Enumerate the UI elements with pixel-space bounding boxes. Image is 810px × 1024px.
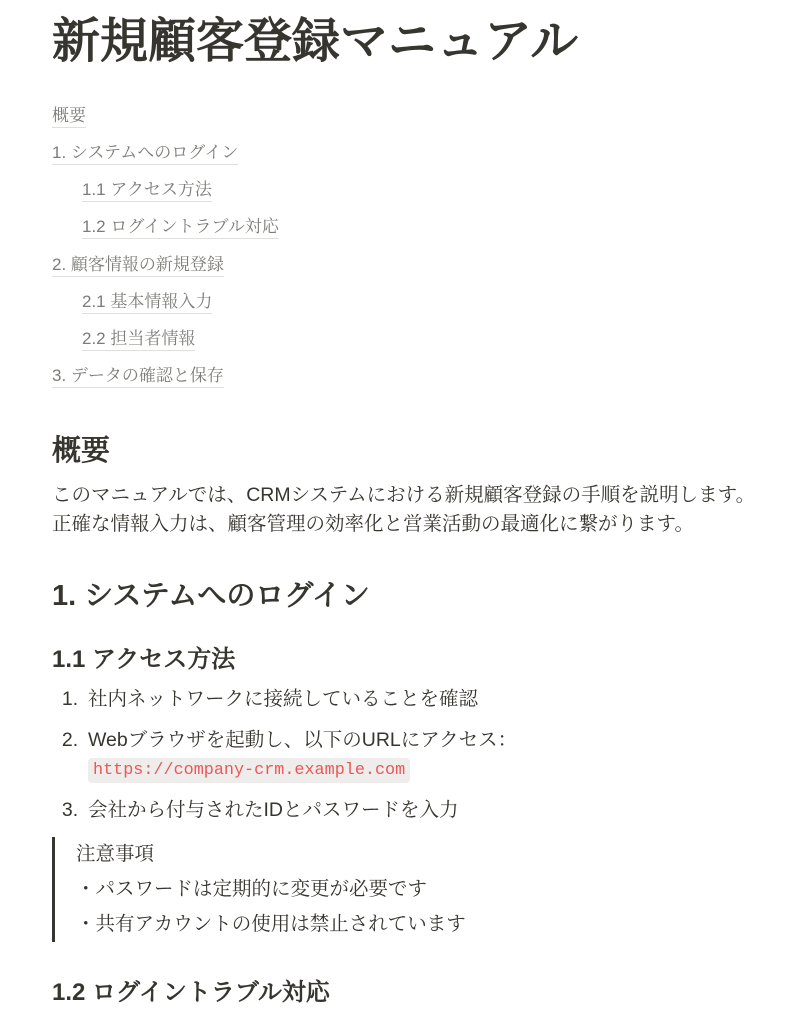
notice-line: ・共有アカウントの使用は禁止されています bbox=[76, 913, 466, 935]
notice-line: ・パスワードは定期的に変更が必要です bbox=[76, 878, 428, 900]
list-item-text: 社内ネットワークに接続していることを確認 bbox=[88, 688, 479, 710]
toc-link-basic-info-input[interactable]: 2.1 基本情報入力 bbox=[82, 291, 212, 314]
page-content bbox=[52, 13, 790, 1009]
toc-row bbox=[52, 284, 790, 321]
toc-row bbox=[52, 172, 790, 209]
code-line bbox=[88, 756, 790, 784]
toc-link-confirm-and-save[interactable]: 3. データの確認と保存 bbox=[52, 365, 224, 388]
toc-link-contact-person-info[interactable]: 2.2 担当者情報 bbox=[82, 328, 195, 351]
list-item-text: 会社から付与されたIDとパスワードを入力 bbox=[88, 799, 459, 821]
access-steps-list bbox=[52, 679, 790, 831]
list-item-number: 2. bbox=[61, 729, 79, 751]
toc-link-overview[interactable]: 概要 bbox=[52, 105, 86, 128]
list-item-body bbox=[88, 726, 790, 784]
list-item bbox=[52, 790, 790, 831]
overview-paragraph-line: 正確な情報入力は、顧客管理の効率化と営業活動の最適化に繋がります。 bbox=[52, 513, 694, 535]
login-troubleshooting-heading: 1.2 ログイントラブル対応 bbox=[52, 979, 330, 1006]
toc-row bbox=[52, 358, 790, 395]
table-of-contents bbox=[52, 98, 790, 395]
toc-link-system-login[interactable]: 1. システムへのログイン bbox=[52, 142, 238, 165]
notice-title: 注意事項 bbox=[76, 843, 155, 865]
list-item-body bbox=[88, 796, 790, 825]
toc-link-new-customer-registration[interactable]: 2. 顧客情報の新規登録 bbox=[52, 254, 224, 277]
notice-quote bbox=[52, 837, 790, 942]
list-item-text: Webブラウザを起動し、以下のURLにアクセス： bbox=[88, 729, 518, 751]
toc-row bbox=[52, 209, 790, 246]
list-item-number: 3. bbox=[61, 799, 79, 821]
crm-url-inline-code: https://company-crm.example.com bbox=[88, 758, 410, 783]
toc-link-access-method[interactable]: 1.1 アクセス方法 bbox=[82, 179, 212, 202]
list-item-number: 1. bbox=[61, 688, 79, 710]
system-login-heading: 1. システムへのログイン bbox=[52, 580, 370, 612]
list-item bbox=[52, 679, 790, 720]
list-item bbox=[52, 720, 790, 790]
access-method-heading: 1.1 アクセス方法 bbox=[52, 646, 236, 673]
overview-heading: 概要 bbox=[52, 435, 111, 467]
toc-row bbox=[52, 247, 790, 284]
page-title: 新規顧客登録マニュアル bbox=[52, 15, 579, 68]
toc-row bbox=[52, 321, 790, 358]
overview-paragraph-line: このマニュアルでは、CRMシステムにおける新規顧客登録の手順を説明します。 bbox=[52, 484, 756, 506]
toc-row bbox=[52, 135, 790, 172]
list-item-body bbox=[88, 685, 790, 714]
overview-paragraph bbox=[52, 481, 790, 539]
toc-row bbox=[52, 98, 790, 135]
toc-link-login-troubleshooting[interactable]: 1.2 ログイントラブル対応 bbox=[82, 216, 279, 239]
